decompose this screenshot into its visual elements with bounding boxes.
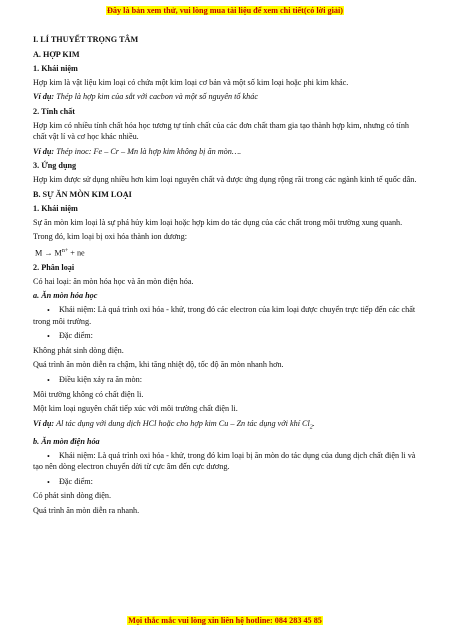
- part-a-s3-text: Hợp kim được sử dụng nhiều hơn kim loại nguyên chất và được ứng dụng rộng rãi trong các ngành kinh tế quốc dân.: [33, 174, 417, 184]
- footer-banner: [0, 616, 450, 625]
- header-banner: [0, 6, 450, 15]
- bullet-text: • Đặc điểm:: [33, 477, 93, 486]
- electrochemical-corrosion-definition: [33, 450, 419, 473]
- example-label: Ví dụ:: [33, 92, 55, 102]
- bullet-text: • Khái niệm: Là quá trình oxi hóa - khử, trong đó kim loại bị ăn mòn do tác dụng của dung dịch chất điện li và tạo nên dòng electron chuyển dời từ cực âm đến cực dương.: [33, 451, 415, 472]
- electrochemical-feature-1: Có phát sinh dòng điện.: [33, 491, 112, 501]
- part-b-s1-text: Sự ăn mòn kim loại là sự phá hủy kim loại hoặc hợp kim do tác dụng của các chất trong môi trường xung quanh.: [33, 217, 403, 227]
- part-a-s3-heading: 3. Ứng dụng: [33, 161, 77, 171]
- part-a-s1-heading: 1. Khái niệm: [33, 64, 78, 74]
- part-a-s2-heading: 2. Tính chất: [33, 106, 75, 116]
- example-label: Ví dụ:: [33, 146, 55, 156]
- chemical-corrosion-example: [33, 418, 419, 434]
- part-b-s1-text2: Trong đó, kim loại bị oxi hóa thành ion dương:: [33, 232, 188, 242]
- part-a-s1-text: Hợp kim là vật liệu kim loại có chứa một kim loại cơ bản và một số kim loại hoặc phi kim khác.: [33, 77, 349, 87]
- electrochemical-feature-2: Quá trình ăn mòn diễn ra nhanh.: [33, 505, 140, 515]
- header-banner-text: Đây là bản xem thử, vui lòng mua tài liệu để xem chi tiết(có lời giải): [107, 6, 343, 15]
- electrochemical-corrosion-features-bullet: [33, 476, 419, 488]
- chemical-corrosion-heading: a. Ăn mòn hóa học: [33, 291, 98, 301]
- chemical-feature-2: Quá trình ăn mòn diễn ra chậm, khi tăng nhiệt độ, tốc độ ăn mòn nhanh hơn.: [33, 360, 284, 370]
- part-b-s2-text: Có hai loại: ăn mòn hóa học và ăn mòn điện hóa.: [33, 276, 194, 286]
- part-b-heading: B. SỰ ĂN MÒN KIM LOẠI: [33, 189, 132, 199]
- part-b-s2-heading: 2. Phân loại: [33, 263, 75, 273]
- chemical-corrosion-features-bullet: [33, 330, 419, 342]
- chemical-corrosion-conditions-bullet: [33, 374, 419, 386]
- equation-superscript: n+: [61, 247, 69, 254]
- example-subscript: 2: [309, 424, 313, 431]
- chemical-condition-1: Môi trường không có chất điện li.: [33, 389, 144, 399]
- chemical-corrosion-definition: [33, 304, 419, 327]
- electrochemical-corrosion-heading: b. Ăn mòn điện hóa: [33, 437, 100, 446]
- part-a-heading: A. HỢP KIM: [33, 49, 80, 59]
- part-a-s1-example: [33, 91, 419, 103]
- footer-banner-text: Mọi thắc mắc vui lòng xin liên hệ hotline: 084 283 45 85: [128, 616, 322, 625]
- part-a-s2-example: [33, 146, 419, 158]
- part-a-s2-text: Hợp kim có nhiều tính chất hóa học tương tự tính chất của các đơn chất tham gia tạo thành hợp kim, nhưng có tính chất vật lí và cơ học khác nhiều.: [33, 120, 410, 142]
- oxidation-equation: [33, 246, 419, 259]
- part-b-s1-heading: 1. Khái niệm: [33, 204, 78, 214]
- bullet-text: • Đặc điểm:: [33, 331, 93, 340]
- bullet-text: • Điều kiện xảy ra ăn mòn:: [33, 375, 142, 384]
- example-label: Ví dụ:: [33, 418, 55, 428]
- example-text: Thép là hợp kim của sắt với cacbon và một số nguyên tố khác: [54, 92, 259, 102]
- document-body: [33, 31, 419, 520]
- example-end: .: [312, 418, 315, 428]
- equation-right: + ne: [68, 248, 85, 258]
- section-main-heading: I. LÍ THUYẾT TRỌNG TÂM: [33, 35, 139, 44]
- bullet-text: • Khái niệm: Là quá trình oxi hóa - khử, trong đó các electron của kim loại được chuyển trực tiếp đến các chất trong môi trường.: [33, 305, 415, 326]
- example-text: Thép inoc: Fe – Cr – Mn là hợp kim không bị ăn mòn….: [54, 146, 242, 156]
- chemical-feature-1: Không phát sinh dòng điện.: [33, 345, 124, 355]
- example-text: Al tác dụng với dung dịch HCl hoặc cho hợp kim Cu – Zn tác dụng với khí Cl: [54, 418, 310, 428]
- equation-left: M → M: [35, 248, 62, 258]
- chemical-condition-2: Một kim loại nguyên chất tiếp xúc với môi trường chất điện li.: [33, 404, 238, 414]
